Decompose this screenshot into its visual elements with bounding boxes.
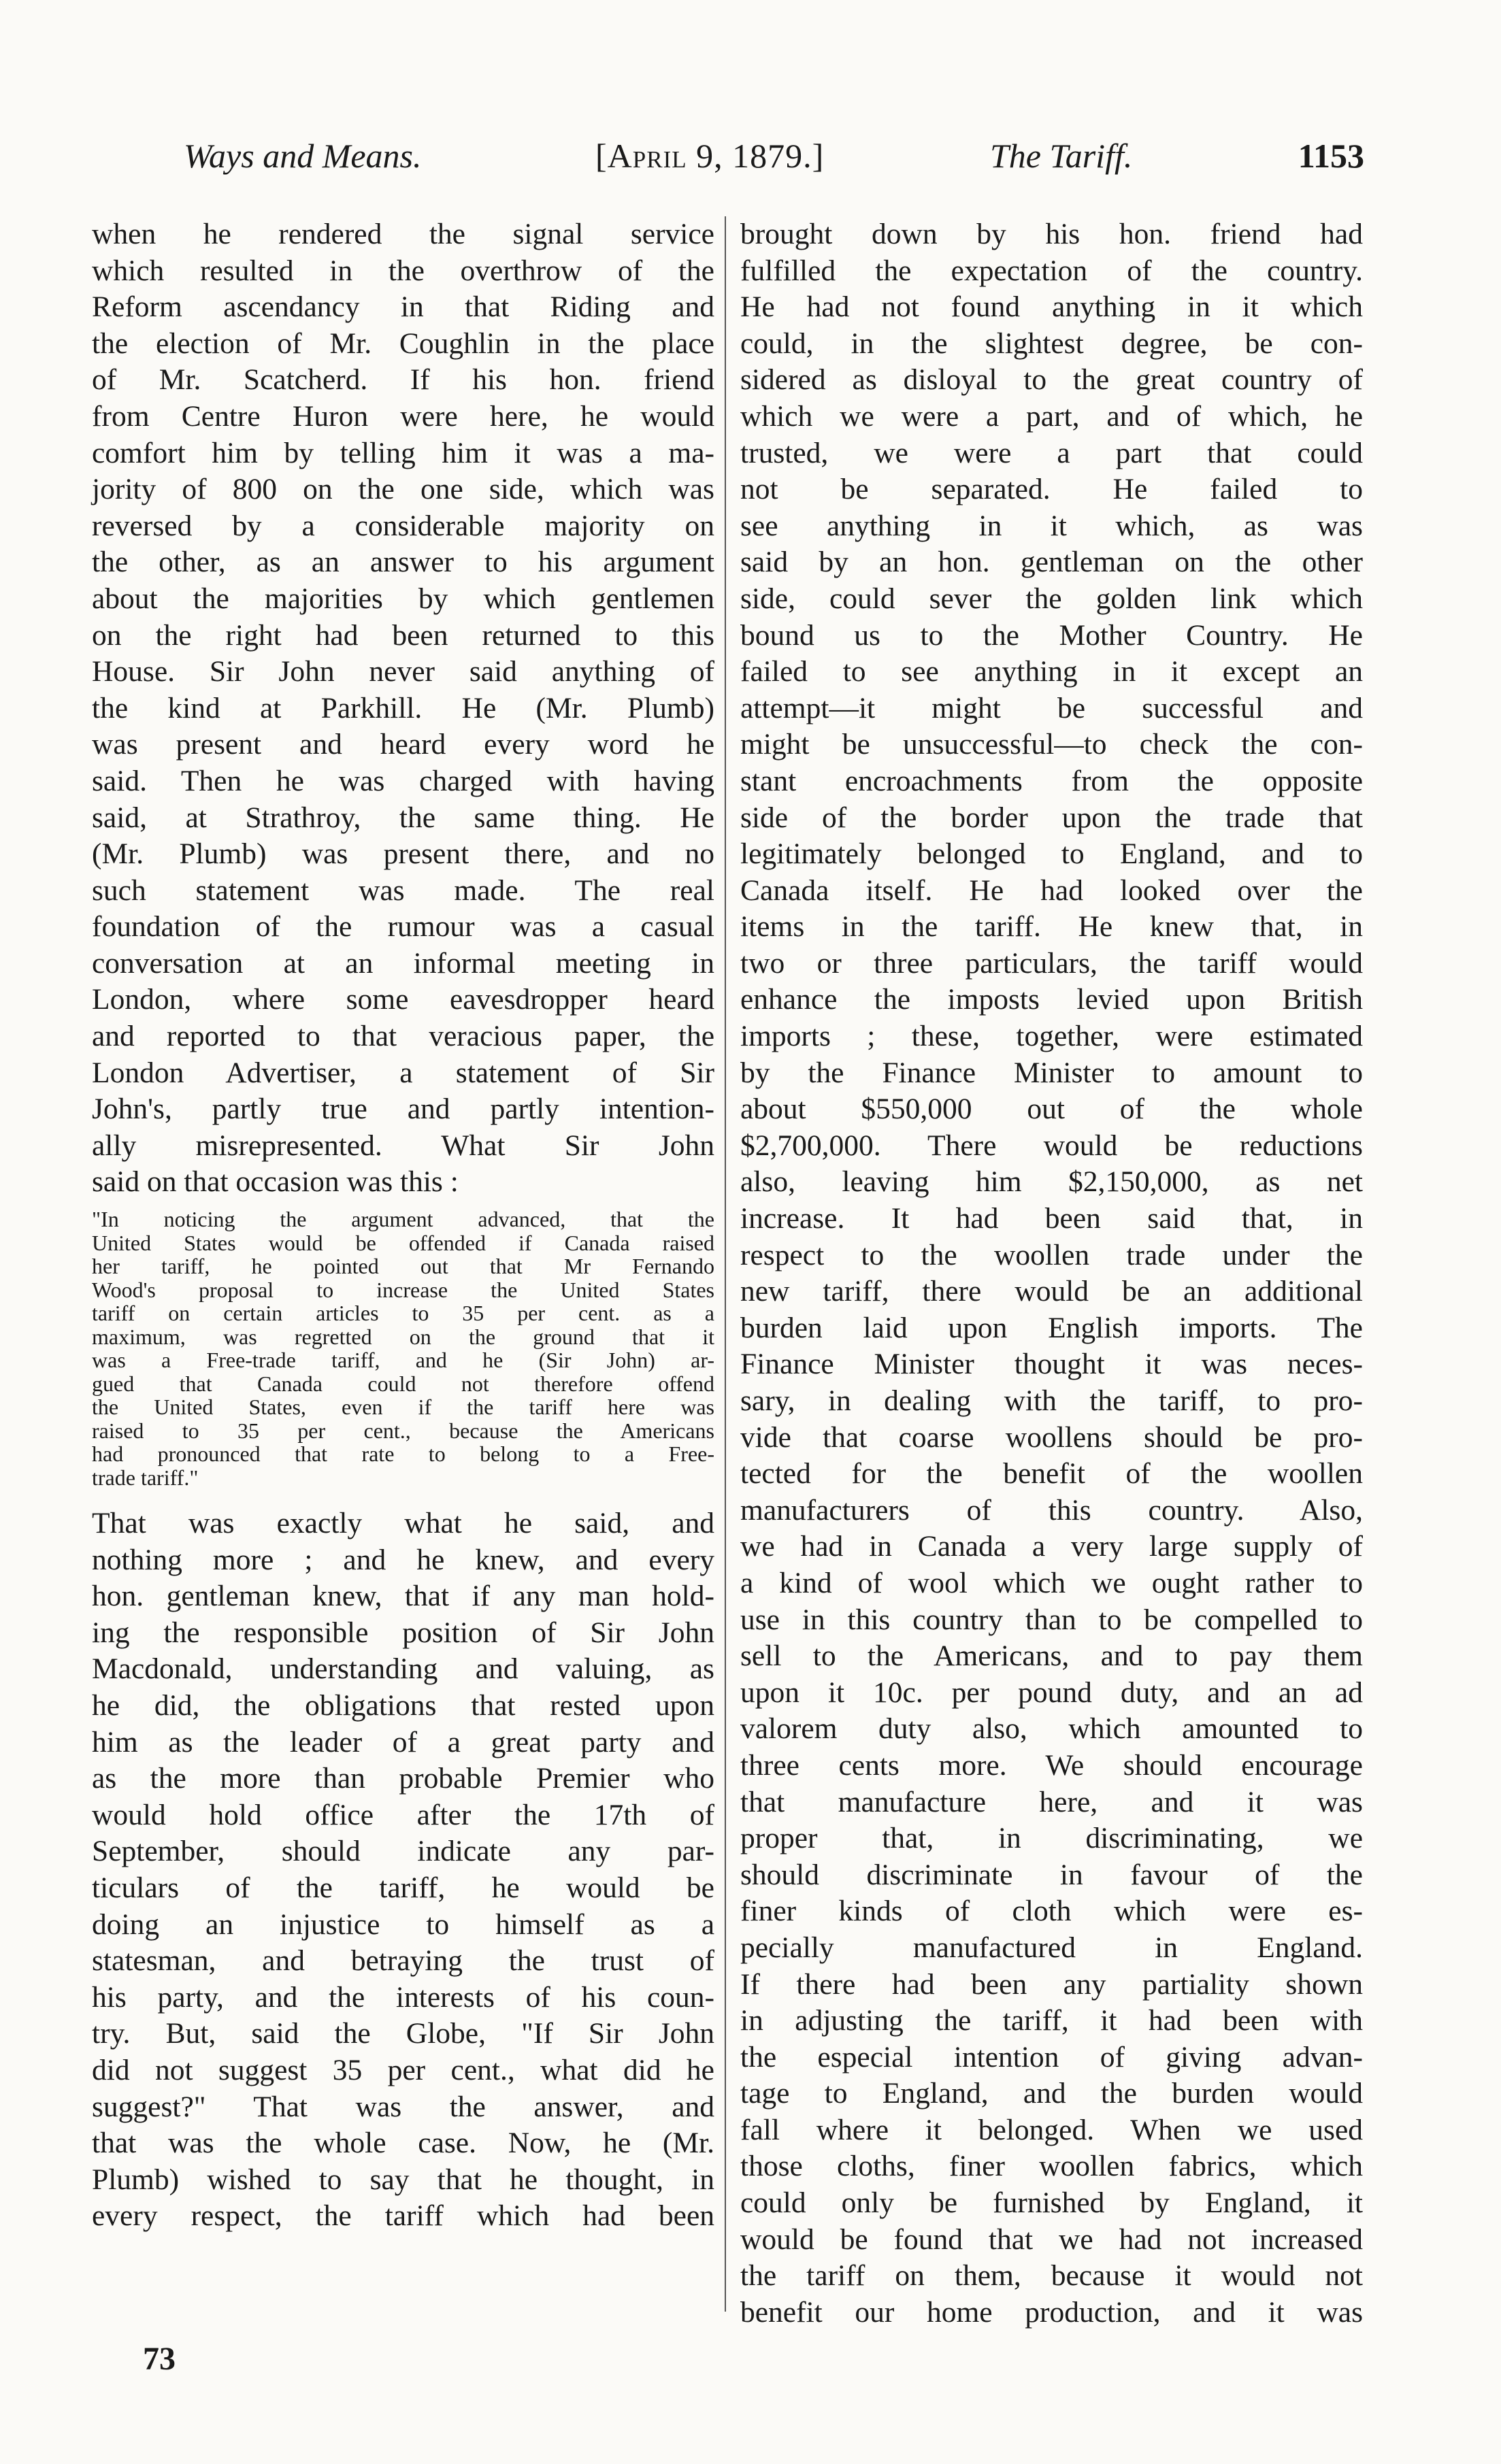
text-line: fulfilled the expectation of the country. <box>740 254 1363 287</box>
text-line: London Advertiser, a statement of Sir <box>92 1056 714 1089</box>
text-line: Macdonald, understanding and valuing, as <box>92 1652 714 1686</box>
text-line: also, leaving him $2,150,000, as net <box>740 1165 1363 1199</box>
text-line: jority of 800 on the one side, which was <box>92 473 714 506</box>
text-line: the United States, even if the tariff here was <box>92 1395 714 1420</box>
text-line: bound us to the Mother Country. He <box>740 618 1363 652</box>
text-line: (Mr. Plumb) was present there, and no <box>92 837 714 871</box>
right-column <box>740 216 1363 2331</box>
text-line: comfort him by telling him it was a ma- <box>92 436 714 469</box>
text-line: not be separated. He failed to <box>740 473 1363 506</box>
text-line: use in this country than to be compelled to <box>740 1603 1363 1636</box>
text-line: proper that, in discriminating, we <box>740 1822 1363 1855</box>
text-line: legitimately belonged to England, and to <box>740 837 1363 871</box>
text-line: Finance Minister thought it was neces- <box>740 1348 1363 1381</box>
text-line: failed to see anything in it except an <box>740 655 1363 688</box>
text-line: that was the whole case. Now, he (Mr. <box>92 2127 714 2160</box>
text-line: upon it 10c. per pound duty, and an ad <box>740 1676 1363 1709</box>
text-line: had pronounced that rate to belong to a Free- <box>92 1442 714 1467</box>
text-line: would hold office after the 17th of <box>92 1798 714 1831</box>
text-line: hon. gentleman knew, that if any man hold- <box>92 1580 714 1613</box>
page-number: 1153 <box>1298 137 1364 175</box>
text-line: when he rendered the signal service <box>92 218 714 250</box>
text-line: increase. It had been said that, in <box>740 1202 1363 1235</box>
text-line: in adjusting the tariff, it had been with <box>740 2004 1363 2037</box>
text-line: trade tariff." <box>92 1465 199 1490</box>
text-line: the especial intention of giving advan- <box>740 2040 1363 2074</box>
text-line: side, could sever the golden link which <box>740 582 1363 615</box>
text-line: ally misrepresented. What Sir John <box>92 1129 714 1162</box>
text-line: could only be furnished by England, it <box>740 2186 1363 2220</box>
text-line: the other, as an answer to his argument <box>92 546 714 579</box>
text-line: pecially manufactured in England. <box>740 1931 1363 1964</box>
text-line: nothing more ; and he knew, and every <box>92 1543 714 1576</box>
text-line: brought down by his hon. friend had <box>740 218 1363 250</box>
text-line: his party, and the interests of his coun- <box>92 1980 714 2014</box>
text-line: vide that coarse woollens should be pro- <box>740 1420 1363 1454</box>
text-line: statesman, and betraying the trust of <box>92 1944 714 1978</box>
text-line: Canada itself. He had looked over the <box>740 873 1363 907</box>
text-line: on the right had been returned to this <box>92 618 714 652</box>
text-line: from Centre Huron were here, he would <box>92 399 714 433</box>
right-column-paragraph <box>740 216 1363 2331</box>
text-line: of Mr. Scatcherd. If his hon. friend <box>92 363 714 397</box>
text-line: her tariff, he pointed out that Mr Fernando <box>92 1254 714 1279</box>
text-line: imports ; these, together, were estimated <box>740 1020 1363 1053</box>
text-line: every respect, the tariff which had been <box>92 2199 714 2233</box>
text-line: maximum, was regretted on the ground that it <box>92 1324 714 1349</box>
text-line: might be unsuccessful—to check the con- <box>740 728 1363 761</box>
text-line: side of the border upon the trade that <box>740 801 1363 834</box>
text-line: enhance the imposts levied upon British <box>740 983 1363 1016</box>
text-line: sell to the Americans, and to pay them <box>740 1639 1363 1673</box>
text-line: a kind of wool which we ought rather to <box>740 1566 1363 1599</box>
text-line: two or three particulars, the tariff would <box>740 946 1363 980</box>
text-line: was present and heard every word he <box>92 728 714 761</box>
text-line: he did, the obligations that rested upon <box>92 1689 714 1722</box>
header-section: The Tariff. <box>990 137 1133 175</box>
text-line: which we were a part, and of which, he <box>740 399 1363 433</box>
text-line: suggest?" That was the answer, and <box>92 2090 714 2123</box>
block-quote <box>92 1208 714 1489</box>
text-line: tariff on certain articles to 35 per cent. as a <box>92 1301 714 1326</box>
text-line: stant encroachments from the opposite <box>740 764 1363 797</box>
text-line: attempt—it might be successful and <box>740 691 1363 725</box>
text-line: gued that Canada could not therefore offend <box>92 1371 714 1396</box>
text-line: finer kinds of cloth which were es- <box>740 1895 1363 1928</box>
text-line: fall where it belonged. When we used <box>740 2113 1363 2146</box>
header-date: [April 9, 1879.] <box>595 137 825 175</box>
page-header <box>184 136 1364 190</box>
text-line: the tariff on them, because it would not <box>740 2259 1363 2293</box>
text-line: said, at Strathroy, the same thing. He <box>92 801 714 834</box>
text-line: $2,700,000. There would be reductions <box>740 1129 1363 1162</box>
text-line: tage to England, and the burden would <box>740 2077 1363 2110</box>
text-line: we had in Canada a very large supply of <box>740 1530 1363 1563</box>
text-line: tected for the benefit of the woollen <box>740 1457 1363 1491</box>
text-line: should discriminate in favour of the <box>740 1858 1363 1891</box>
text-line: burden laid upon English imports. The <box>740 1311 1363 1344</box>
text-line: respect to the woollen trade under the <box>740 1238 1363 1271</box>
text-line: said on that occasion was this : <box>92 1165 459 1199</box>
text-line: conversation at an informal meeting in <box>92 946 714 980</box>
signature-mark: 73 <box>143 2341 176 2377</box>
text-line: ing the responsible position of Sir John <box>92 1616 714 1649</box>
text-line: "In noticing the argument advanced, that the <box>92 1207 714 1232</box>
text-line: items in the tariff. He knew that, in <box>740 910 1363 944</box>
text-line: did not suggest 35 per cent., what did he <box>92 2053 714 2086</box>
text-line: Plumb) wished to say that he thought, in <box>92 2163 714 2196</box>
text-line: by the Finance Minister to amount to <box>740 1056 1363 1089</box>
text-line: the kind at Parkhill. He (Mr. Plumb) <box>92 691 714 725</box>
text-line: sidered as disloyal to the great country of <box>740 363 1363 397</box>
text-line: valorem duty also, which amounted to <box>740 1712 1363 1746</box>
left-column-paragraph-2 <box>92 1505 714 2235</box>
text-line: could, in the slightest degree, be con- <box>740 327 1363 360</box>
text-line: about $550,000 out of the whole <box>740 1093 1363 1126</box>
text-line: and reported to that veracious paper, the <box>92 1020 714 1053</box>
text-line: That was exactly what he said, and <box>92 1507 714 1540</box>
text-line: foundation of the rumour was a casual <box>92 910 714 944</box>
text-line: three cents more. We should encourage <box>740 1748 1363 1782</box>
text-line: that manufacture here, and it was <box>740 1785 1363 1818</box>
text-line: would be found that we had not increased <box>740 2222 1363 2256</box>
text-line: ticulars of the tariff, he would be <box>92 1871 714 1904</box>
text-line: trusted, we were a part that could <box>740 436 1363 469</box>
text-line: If there had been any partiality shown <box>740 1967 1363 2001</box>
text-line: which resulted in the overthrow of the <box>92 254 714 287</box>
text-line: sary, in dealing with the tariff, to pro- <box>740 1384 1363 1417</box>
text-line: John's, partly true and partly intention- <box>92 1093 714 1126</box>
text-line: said by an hon. gentleman on the other <box>740 546 1363 579</box>
text-line: Wood's proposal to increase the United States <box>92 1277 714 1302</box>
text-line: was a Free-trade tariff, and he (Sir John) ar- <box>92 1348 714 1373</box>
column-divider <box>725 216 726 2312</box>
text-line: him as the leader of a great party and <box>92 1725 714 1759</box>
text-line: said. Then he was charged with having <box>92 764 714 797</box>
text-line: the election of Mr. Coughlin in the place <box>92 327 714 360</box>
text-line: about the majorities by which gentlemen <box>92 582 714 615</box>
text-line: see anything in it which, as was <box>740 509 1363 542</box>
left-column-paragraph <box>92 216 714 1201</box>
text-line: benefit our home production, and it was <box>740 2295 1363 2329</box>
text-line: doing an injustice to himself as a <box>92 1908 714 1941</box>
text-line: reversed by a considerable majority on <box>92 509 714 542</box>
text-line: September, should indicate any par- <box>92 1835 714 1868</box>
text-line: House. Sir John never said anything of <box>92 655 714 688</box>
text-line: London, where some eavesdropper heard <box>92 983 714 1016</box>
text-line: raised to 35 per cent., because the Americans <box>92 1418 714 1443</box>
text-line: new tariff, there would be an additional <box>740 1275 1363 1308</box>
text-line: United States would be offended if Canada raised <box>92 1230 714 1255</box>
text-line: as the more than probable Premier who <box>92 1762 714 1795</box>
text-line: such statement was made. The real <box>92 873 714 907</box>
text-line: those cloths, finer woollen fabrics, which <box>740 2150 1363 2183</box>
text-line: He had not found anything in it which <box>740 290 1363 324</box>
header-left: Ways and Means. <box>184 137 422 175</box>
text-line: Reform ascendancy in that Riding and <box>92 290 714 324</box>
left-column <box>92 216 714 2235</box>
text-line: manufacturers of this country. Also, <box>740 1493 1363 1527</box>
text-line: try. But, said the Globe, "If Sir John <box>92 2017 714 2050</box>
